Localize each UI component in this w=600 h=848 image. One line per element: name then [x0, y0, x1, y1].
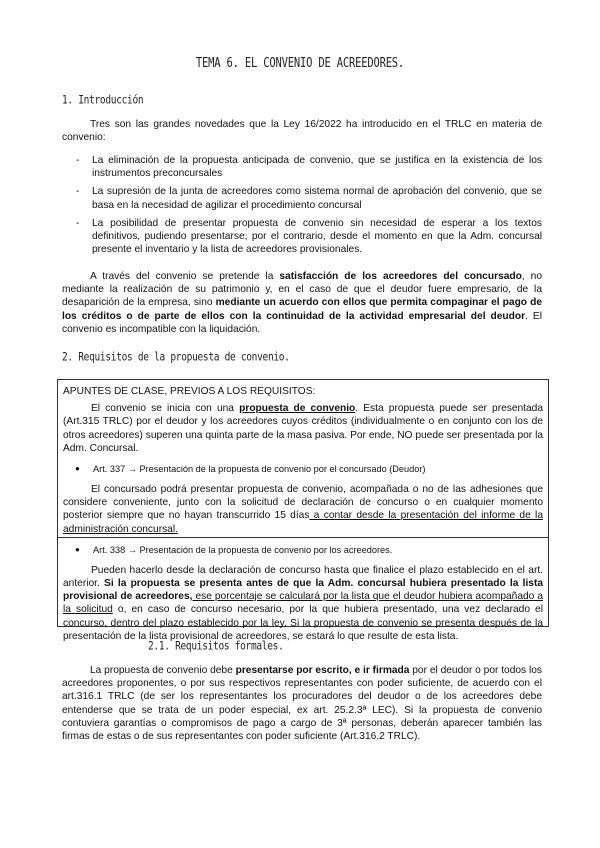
section-heading-requisitos: 2. Requisitos de la propuesta de convenio. [62, 350, 290, 365]
bullet-text: Art. 338 → Presentación de la propuesta de convenio por los acreedores. [93, 544, 393, 555]
text-run: . El convenio es incompatible con la liquidación. [62, 310, 542, 335]
bullet-icon: ● [75, 464, 80, 474]
box-header: APUNTES DE CLASE, PREVIOS A LOS REQUISITOS: [63, 386, 316, 397]
text-run: . Esta propuesta puede ser presentada (Art.315 TRLC) por el deudor y los acreedores cuyos créditos (individualmente o en conjunto con los de otros acreedores) superen una quinta parte de la masa pasiva. Por ende, NO puede ser presentada por la Adm. Concursal. [63, 403, 544, 454]
novedades-list [62, 154, 542, 261]
box-divider [58, 537, 548, 538]
subsection-heading-requisitos-formales: 2.1. Requisitos formales. [148, 639, 284, 654]
list-item-text: La supresión de la junta de acreedores como sistema normal de aprobación del convenio, que se basa en la necesidad de agilizar el procedimiento concursal [92, 186, 542, 211]
bold-underline-run: propuesta de convenio [239, 403, 356, 415]
list-item: - La posibilidad de presentar propuesta de convenio sin necesidad de esperar a los textos definitivos, pudiendo presentarse, por el contrario, desde el momento en que la Adm. concursal presente el inventario y la lista de acreedores provisionales. [76, 217, 542, 256]
document-title: TEMA 6. EL CONVENIO DE ACREEDORES. [195, 55, 405, 71]
bullet-icon: ● [75, 544, 80, 554]
list-item-text: La posibilidad de presentar propuesta de convenio sin necesidad de esperar a los textos definitivos, pudiendo presentarse, por el contrario, desde el momento en que la Adm. concursal presente el inventario y la lista de acreedores provisionales. [92, 217, 542, 256]
bold-run: Si la propuesta se presenta antes de que la Adm. concursal hubiera presentado la lista provisional de acreedores, [63, 578, 544, 603]
list-item: - La supresión de la junta de acreedores como sistema normal de aprobación del convenio, que se basa en la necesidad de agilizar el procedimiento concursal [76, 186, 542, 211]
box-paragraph-2 [63, 483, 543, 536]
underline-run: a contar desde la presentación del informe de la administración concursal. [63, 510, 543, 535]
text-run: , no mediante la realización de su patrimonio y, en el caso de que el deudor fuere empresario, de la desaparición de la empresa, sino [62, 271, 542, 309]
intro-text: Tres son las grandes novedades que la Ley 16/2022 ha introducido en el TRLC en materia de convenio: [62, 119, 542, 144]
formal-requirements-text [62, 664, 542, 743]
text-run: A través del convenio se pretende la [90, 271, 280, 282]
bullet-art-337 [63, 463, 543, 475]
bullet-art-338 [63, 544, 543, 556]
section-heading-introduccion: 1. Introducción [62, 93, 144, 108]
text-run: Pueden hacerlo desde la declaración de concurso hasta que finalice el plazo establecido en el art. anterior. [63, 564, 543, 590]
text-run: El concursado podrá presentar propuesta de convenio, acompañada o no de las adhesiones que considere conveniente, junto con la solicitud de declaración de concurso o en cualquier momento posterior siempre que no hayan transcurrido 15 días [63, 484, 543, 522]
text-run: por el deudor o por todos los acreedores proponentes, o por sus respectivos representantes con poder suficiente, de acuerdo con el art.316.1 TRLC (de ser los representantes los procuradores del deudor o de los acreedores debe entenderse que se trata de un poder especial, ex art. 25.2.3ª LEC). Si la propuesta de convenio contuviera garantías o compromisos de pago a cargo de 3ª personas, deberán aparecer también las firmas de estas o de sus representantes con poder suficiente (Art.316.2 TRLC). [62, 665, 542, 743]
text-run: o, en caso de concurso necesario, por la que hubiera presentado, una vez declarado el concurso, dentro del plazo establecido por la ley. Si la propuesta de convenio se presenta después de la presentación de la lista provisional de acreedores, se estará lo que resulte de esta lista. [63, 604, 543, 642]
box-paragraph-1 [63, 402, 543, 455]
formal-requirements-paragraph [62, 664, 542, 743]
intro-paragraph [62, 118, 542, 144]
text-run: La propuesta de convenio debe [90, 665, 236, 676]
list-item: - La eliminación de la propuesta anticipada de convenio, que se justifica en la existencia de los instrumentos preconcursales [76, 155, 542, 180]
bold-run: satisfacción de los acreedores del concursado [279, 271, 522, 282]
underline-run: ese porcentaje se calculará por la lista que el deudor hubiera acompañado a la solicitud [63, 591, 543, 616]
bold-run: mediante un acuerdo con ellos que permita compaginar el pago de los créditos o de parte de ellos con la continuidad de la actividad empresarial del deudor [62, 297, 542, 322]
convenio-purpose-text [62, 270, 542, 336]
box-paragraph-3 [63, 564, 543, 643]
class-notes-box [57, 379, 549, 642]
list-item-text: La eliminación de la propuesta anticipada de convenio, que se justifica en la existencia de los instrumentos preconcursales [92, 155, 542, 180]
bullet-text: Art. 337 → Presentación de la propuesta de convenio por el concursado (Deudor) [93, 464, 426, 475]
convenio-purpose-paragraph [62, 270, 542, 336]
text-run: El convenio se inicia con una [91, 403, 240, 415]
bold-run: presentarse por escrito, e ir firmada [235, 665, 410, 676]
